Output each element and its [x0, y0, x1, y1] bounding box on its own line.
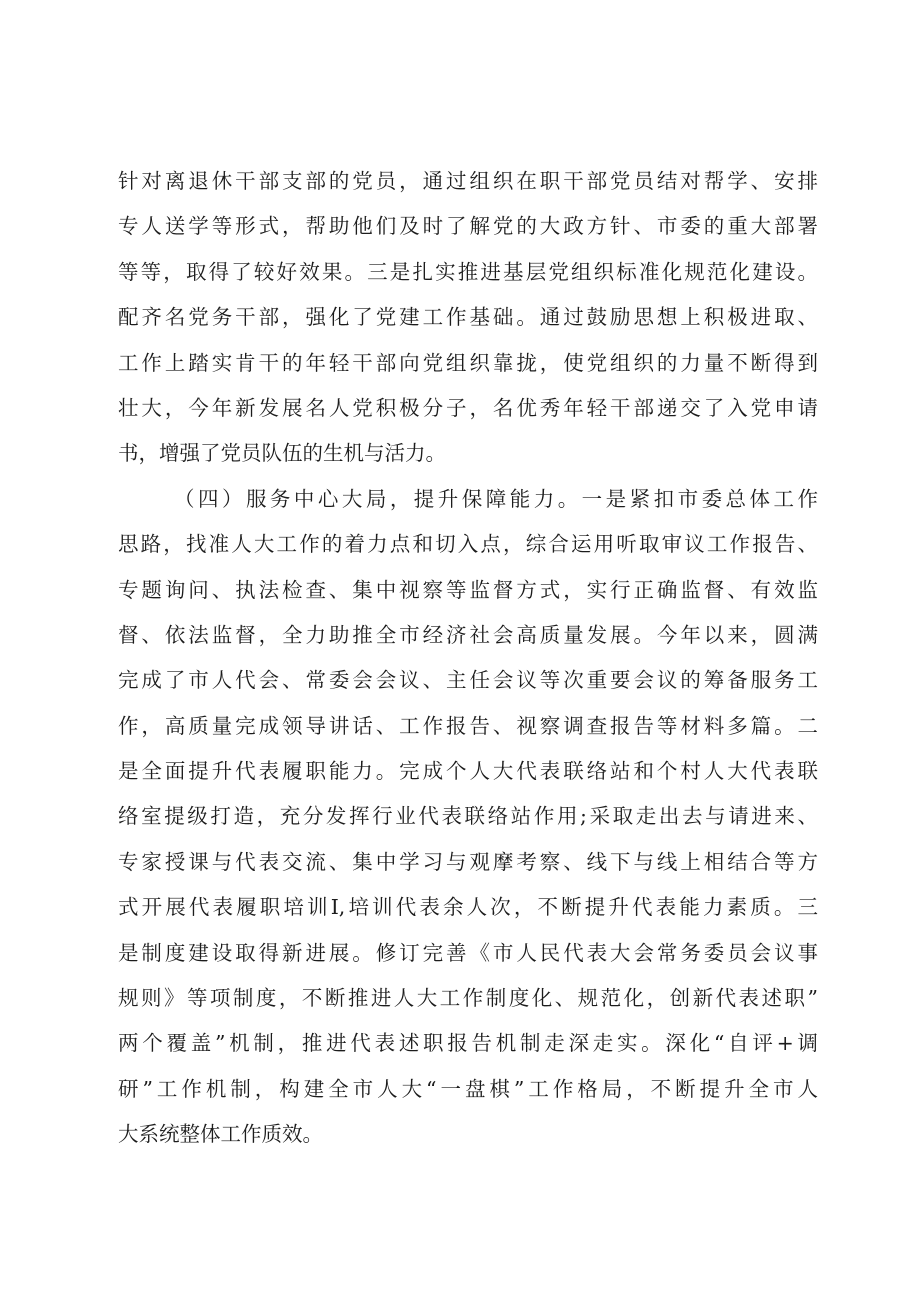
text-line: 专家授课与代表交流、集中学习与观摩考察、线下与线上相结合等方: [118, 849, 818, 874]
text-line: 专人送学等形式，帮助他们及时了解党的大政方针、市委的重大部署: [118, 214, 818, 239]
text-line: 工作上踏实肯干的年轻干部向党组织靠拢，使党组织的力量不断得到: [118, 350, 818, 375]
text-line: 作，高质量完成领导讲话、工作报告、视察调查报告等材料多篇。二: [118, 713, 818, 738]
text-line: 是制度建设取得新进展。修订完善《市人民代表大会常务委员会议事: [118, 940, 818, 965]
text-line: 研”工作机制，构建全市人大“一盘棋”工作格局，不断提升全市人: [118, 1076, 818, 1101]
text-line: 规则》等项制度，不断推进人大工作制度化、规范化，创新代表述职”: [118, 986, 818, 1011]
text-line: 两个覆盖”机制，推进代表述职报告机制走深走实。深化“自评+调: [118, 1031, 818, 1056]
text-line: 等等，取得了较好效果。三是扎实推进基层党组织标准化规范化建设。: [118, 259, 818, 284]
text-line: 是全面提升代表履职能力。完成个人大代表联络站和个村人大代表联: [118, 759, 818, 784]
text-line: 配齐名党务干部，强化了党建工作基础。通过鼓励思想上积极进取、: [118, 305, 818, 330]
text-line: 专题询问、执法检查、集中视察等监督方式，实行正确监督、有效监: [118, 577, 818, 602]
text-line: 书，增强了党员队伍的生机与活力。: [118, 441, 446, 466]
text-line: 完成了市人代会、常委会会议、主任会议等次重要会议的筹备服务工: [118, 668, 818, 693]
document-body: [118, 159, 818, 1158]
text-line: 壮大，今年新发展名人党积极分子，名优秀年轻干部递交了入党申请: [118, 395, 818, 420]
text-line: 络室提级打造，充分发挥行业代表联络站作用;采取走出去与请进来、: [118, 804, 818, 829]
text-line: 式开展代表履职培训I,培训代表余人次，不断提升代表能力素质。三: [118, 895, 818, 920]
text-line: 大系统整体工作质效。: [118, 1122, 323, 1147]
section-heading-line: （四）服务中心大局，提升保障能力。一是紧扣市委总体工作: [174, 486, 818, 511]
text-line: 督、依法监督，全力助推全市经济社会高质量发展。今年以来，圆满: [118, 622, 818, 647]
text-line: 思路，找准人大工作的着力点和切入点，综合运用听取审议工作报告、: [118, 532, 818, 557]
text-line: 针对离退休干部支部的党员，通过组织在职干部党员结对帮学、安排: [118, 169, 818, 193]
